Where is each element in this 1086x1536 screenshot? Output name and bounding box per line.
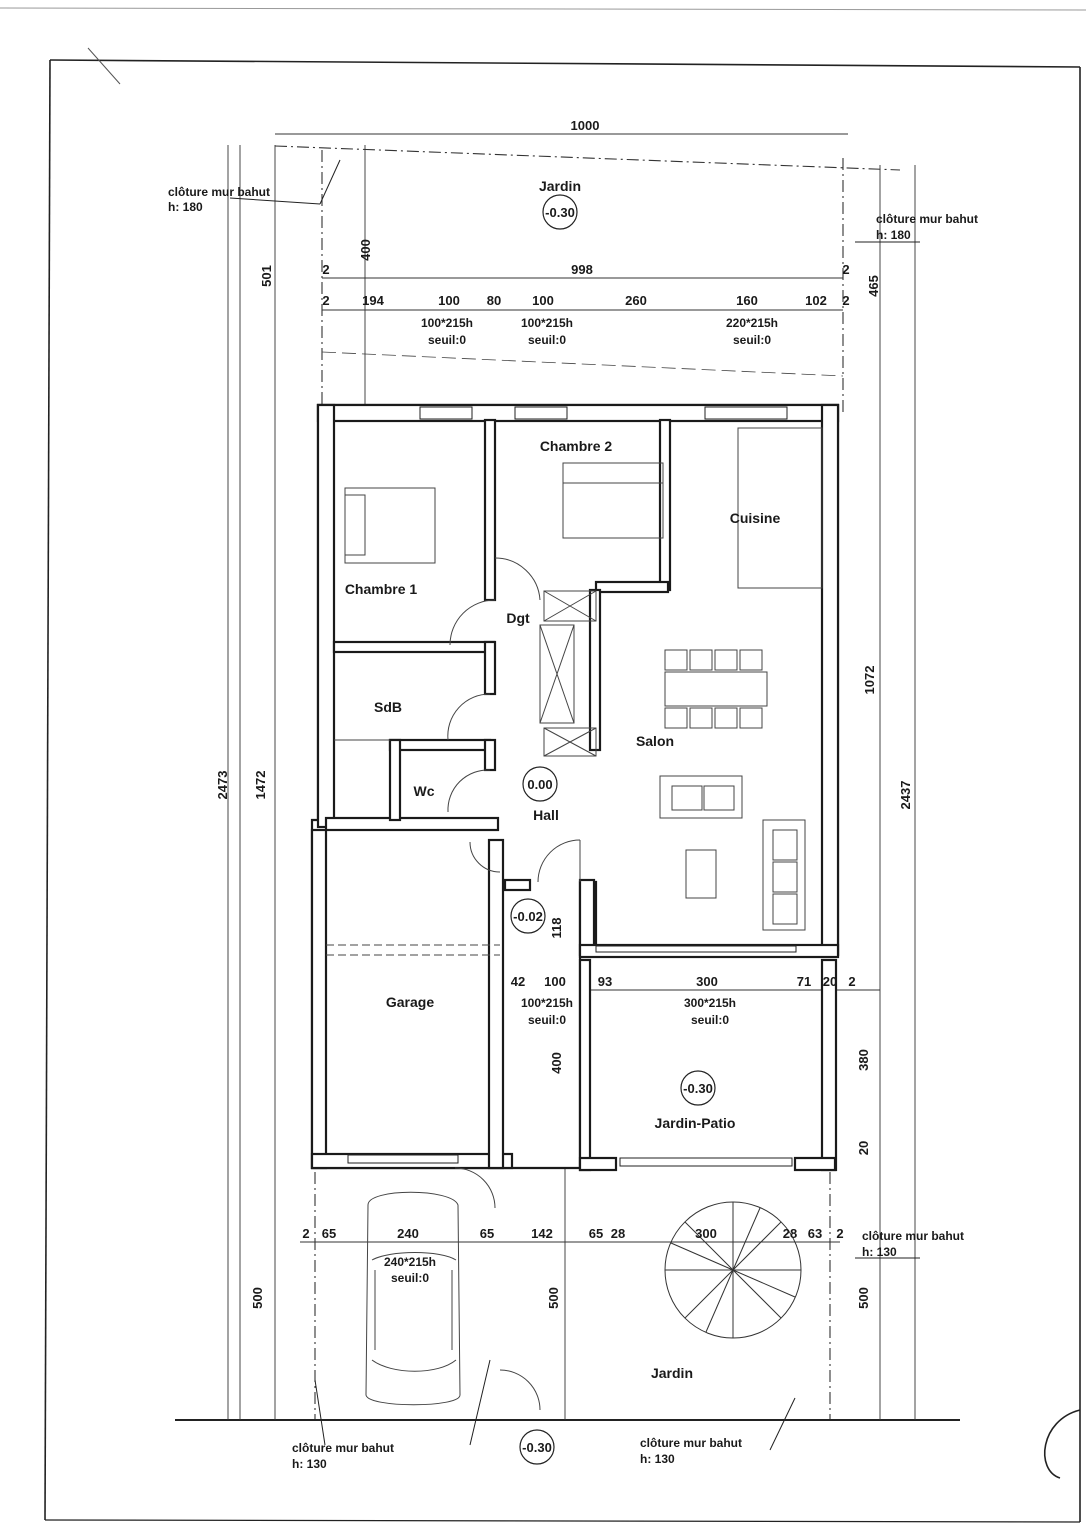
opening-g-seuil: seuil:0	[390, 1271, 430, 1285]
level-patio: -0.30	[683, 1081, 713, 1096]
level-entree: -0.02	[513, 909, 543, 924]
dim-right-1072: 1072	[862, 665, 877, 695]
dim-left-2473: 2473	[215, 770, 230, 800]
dim-row2-80: 80	[486, 293, 502, 308]
room-label-cuisine: Cuisine	[729, 510, 781, 526]
dim-s-2: 2	[302, 1226, 310, 1241]
room-label-hall: Hall	[533, 807, 559, 823]
level-rue: -0.30	[522, 1440, 552, 1455]
opening-n2-size: 100*215h	[520, 316, 574, 330]
fence-se-line1: clôture mur bahut	[862, 1229, 965, 1243]
fence-sw-line2: h: 130	[292, 1457, 327, 1471]
dim-right-380: 380	[856, 1049, 871, 1071]
opening-g-size: 240*215h	[383, 1255, 437, 1269]
dim-right-465: 465	[866, 275, 881, 297]
dim-right-20: 20	[856, 1140, 871, 1156]
dim-north-inner: 998	[571, 262, 593, 277]
dim-right-500: 500	[856, 1287, 871, 1309]
fence-sw-line1: clôture mur bahut	[292, 1441, 395, 1455]
dim-p-93: 93	[597, 974, 613, 989]
room-label-jardin-sud: Jardin	[650, 1365, 694, 1381]
dim-s-300: 300	[695, 1226, 717, 1241]
dim-right-2437: 2437	[898, 780, 913, 810]
room-label-garage: Garage	[385, 994, 435, 1010]
dim-left-500: 500	[250, 1287, 265, 1309]
car-icon	[366, 1192, 460, 1405]
dim-row2-100a: 100	[438, 293, 460, 308]
dim-p-71: 71	[796, 974, 812, 989]
dim-patio-400: 400	[549, 1052, 564, 1074]
room-label-jardin-patio: Jardin-Patio	[654, 1115, 736, 1131]
fence-se-line2: h: 130	[862, 1245, 897, 1259]
dim-s-2b: 2	[836, 1226, 844, 1241]
dim-s-28a: 28	[610, 1226, 626, 1241]
dim-row2-100b: 100	[532, 293, 554, 308]
opening-n2-seuil: seuil:0	[527, 333, 567, 347]
opening-n3-seuil: seuil:0	[732, 333, 772, 347]
room-label-chambre2: Chambre 2	[539, 438, 613, 454]
opening-n1-seuil: seuil:0	[427, 333, 467, 347]
opening-n3-size: 220*215h	[725, 316, 779, 330]
signature-mark	[1045, 1410, 1080, 1478]
dim-mid-500: 500	[546, 1287, 561, 1309]
opening-p1-seuil: seuil:0	[527, 1013, 567, 1027]
dim-p-300: 300	[696, 974, 718, 989]
dim-p-100: 100	[544, 974, 566, 989]
fence-nw-line2: h: 180	[168, 200, 203, 214]
room-label-wc: Wc	[413, 783, 435, 799]
level-hall: 0.00	[527, 777, 553, 792]
fence-s-line1: clôture mur bahut	[640, 1436, 743, 1450]
dim-total-width: 1000	[570, 118, 600, 133]
dim-north-right-2: 2	[842, 262, 850, 277]
dim-p-42: 42	[510, 974, 526, 989]
fence-s-line2: h: 130	[640, 1452, 675, 1466]
fence-nw-line1: clôture mur bahut	[168, 185, 271, 199]
dim-s-65b: 65	[479, 1226, 495, 1241]
dim-s-142: 142	[531, 1226, 553, 1241]
dim-left-501: 501	[259, 265, 274, 287]
dim-row2-160: 160	[736, 293, 758, 308]
opening-p1-size: 100*215h	[520, 996, 574, 1010]
opening-p2-size: 300*215h	[683, 996, 737, 1010]
dim-s-28b: 28	[782, 1226, 798, 1241]
dim-s-240: 240	[397, 1226, 419, 1241]
dim-p-20: 20	[822, 974, 838, 989]
room-label-dgt: Dgt	[506, 610, 530, 626]
room-label-sdb: SdB	[374, 699, 402, 715]
room-label-jardin-nord: Jardin	[538, 178, 582, 194]
opening-p2-seuil: seuil:0	[690, 1013, 730, 1027]
fence-ne-line1: clôture mur bahut	[876, 212, 979, 226]
room-label-chambre1: Chambre 1	[344, 581, 418, 597]
dim-s-65c: 65	[588, 1226, 604, 1241]
dim-row2-194: 194	[362, 293, 384, 308]
dim-left-1472: 1472	[253, 770, 268, 800]
fence-ne-line2: h: 180	[876, 228, 911, 242]
dim-s-65a: 65	[321, 1226, 337, 1241]
dim-jardin-depth: 400	[358, 239, 373, 261]
room-label-salon: Salon	[635, 733, 675, 749]
opening-n1-size: 100*215h	[420, 316, 474, 330]
dim-hall-118: 118	[549, 917, 564, 939]
dim-row2-2: 2	[322, 293, 330, 308]
dim-p-2: 2	[848, 974, 856, 989]
dim-s-63: 63	[807, 1226, 823, 1241]
palm-tree-icon	[665, 1202, 801, 1338]
dim-north-left-2: 2	[322, 262, 330, 277]
dim-row2-102: 102	[805, 293, 827, 308]
dim-row2-2b: 2	[842, 293, 850, 308]
level-jardin-nord: -0.30	[545, 205, 575, 220]
dim-row2-260: 260	[625, 293, 647, 308]
